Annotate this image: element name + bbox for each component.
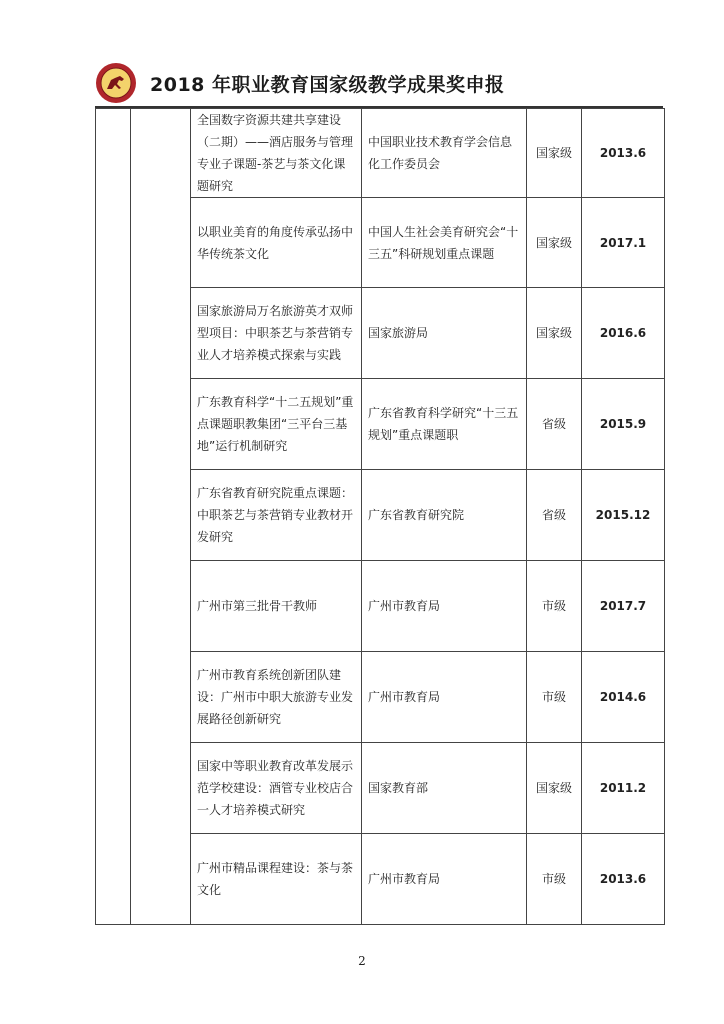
date-cell: 2011.2 bbox=[582, 743, 665, 834]
organization-cell: 广东省教育研究院 bbox=[362, 470, 527, 561]
merged-blank-cell bbox=[131, 109, 191, 925]
project-name-cell: 广东教育科学“十二五规划”重点课题职教集团“三平台三基地”运行机制研究 bbox=[191, 379, 362, 470]
level-cell: 国家级 bbox=[527, 288, 582, 379]
level-cell: 省级 bbox=[527, 470, 582, 561]
date-cell: 2013.6 bbox=[582, 834, 665, 925]
project-name-cell: 国家中等职业教育改革发展示范学校建设：酒管专业校店合一人才培养模式研究 bbox=[191, 743, 362, 834]
date-cell: 2017.7 bbox=[582, 561, 665, 652]
achievements-table bbox=[95, 108, 665, 925]
project-name-cell: 国家旅游局万名旅游英才双师型项目：中职茶艺与茶营销专业人才培养模式探索与实践 bbox=[191, 288, 362, 379]
level-cell: 市级 bbox=[527, 834, 582, 925]
page-number: 2 bbox=[358, 954, 366, 968]
table-row bbox=[96, 109, 665, 198]
date-cell: 2017.1 bbox=[582, 198, 665, 288]
project-name-cell: 广州市教育系统创新团队建设：广州市中职大旅游专业发展路径创新研究 bbox=[191, 652, 362, 743]
organization-cell: 国家教育部 bbox=[362, 743, 527, 834]
level-cell: 省级 bbox=[527, 379, 582, 470]
level-cell: 国家级 bbox=[527, 198, 582, 288]
date-cell: 2016.6 bbox=[582, 288, 665, 379]
project-name-cell: 广州市第三批骨干教师 bbox=[191, 561, 362, 652]
organization-cell: 广州市教育局 bbox=[362, 834, 527, 925]
date-cell: 2014.6 bbox=[582, 652, 665, 743]
project-name-cell: 全国数字资源共建共享建设（二期）——酒店服务与管理专业子课题-茶艺与茶文化课题研究 bbox=[191, 109, 362, 198]
organization-cell: 广东省教育科学研究“十三五规划”重点课题职 bbox=[362, 379, 527, 470]
document-header-title: 2018 年职业教育国家级教学成果奖申报 bbox=[150, 74, 505, 96]
organization-cell: 广州市教育局 bbox=[362, 652, 527, 743]
project-name-cell: 广东省教育研究院重点课题：中职茶艺与茶营销专业教材开发研究 bbox=[191, 470, 362, 561]
school-emblem-logo bbox=[95, 62, 137, 104]
level-cell: 国家级 bbox=[527, 743, 582, 834]
merged-blank-cell bbox=[96, 109, 131, 925]
level-cell: 国家级 bbox=[527, 109, 582, 198]
level-cell: 市级 bbox=[527, 561, 582, 652]
organization-cell: 中国职业技术教育学会信息化工作委员会 bbox=[362, 109, 527, 198]
organization-cell: 广州市教育局 bbox=[362, 561, 527, 652]
project-name-cell: 以职业美育的角度传承弘扬中华传统茶文化 bbox=[191, 198, 362, 288]
project-name-cell: 广州市精品课程建设：茶与茶文化 bbox=[191, 834, 362, 925]
date-cell: 2015.9 bbox=[582, 379, 665, 470]
date-cell: 2015.12 bbox=[582, 470, 665, 561]
level-cell: 市级 bbox=[527, 652, 582, 743]
organization-cell: 中国人生社会美育研究会“十三五”科研规划重点课题 bbox=[362, 198, 527, 288]
organization-cell: 国家旅游局 bbox=[362, 288, 527, 379]
date-cell: 2013.6 bbox=[582, 109, 665, 198]
